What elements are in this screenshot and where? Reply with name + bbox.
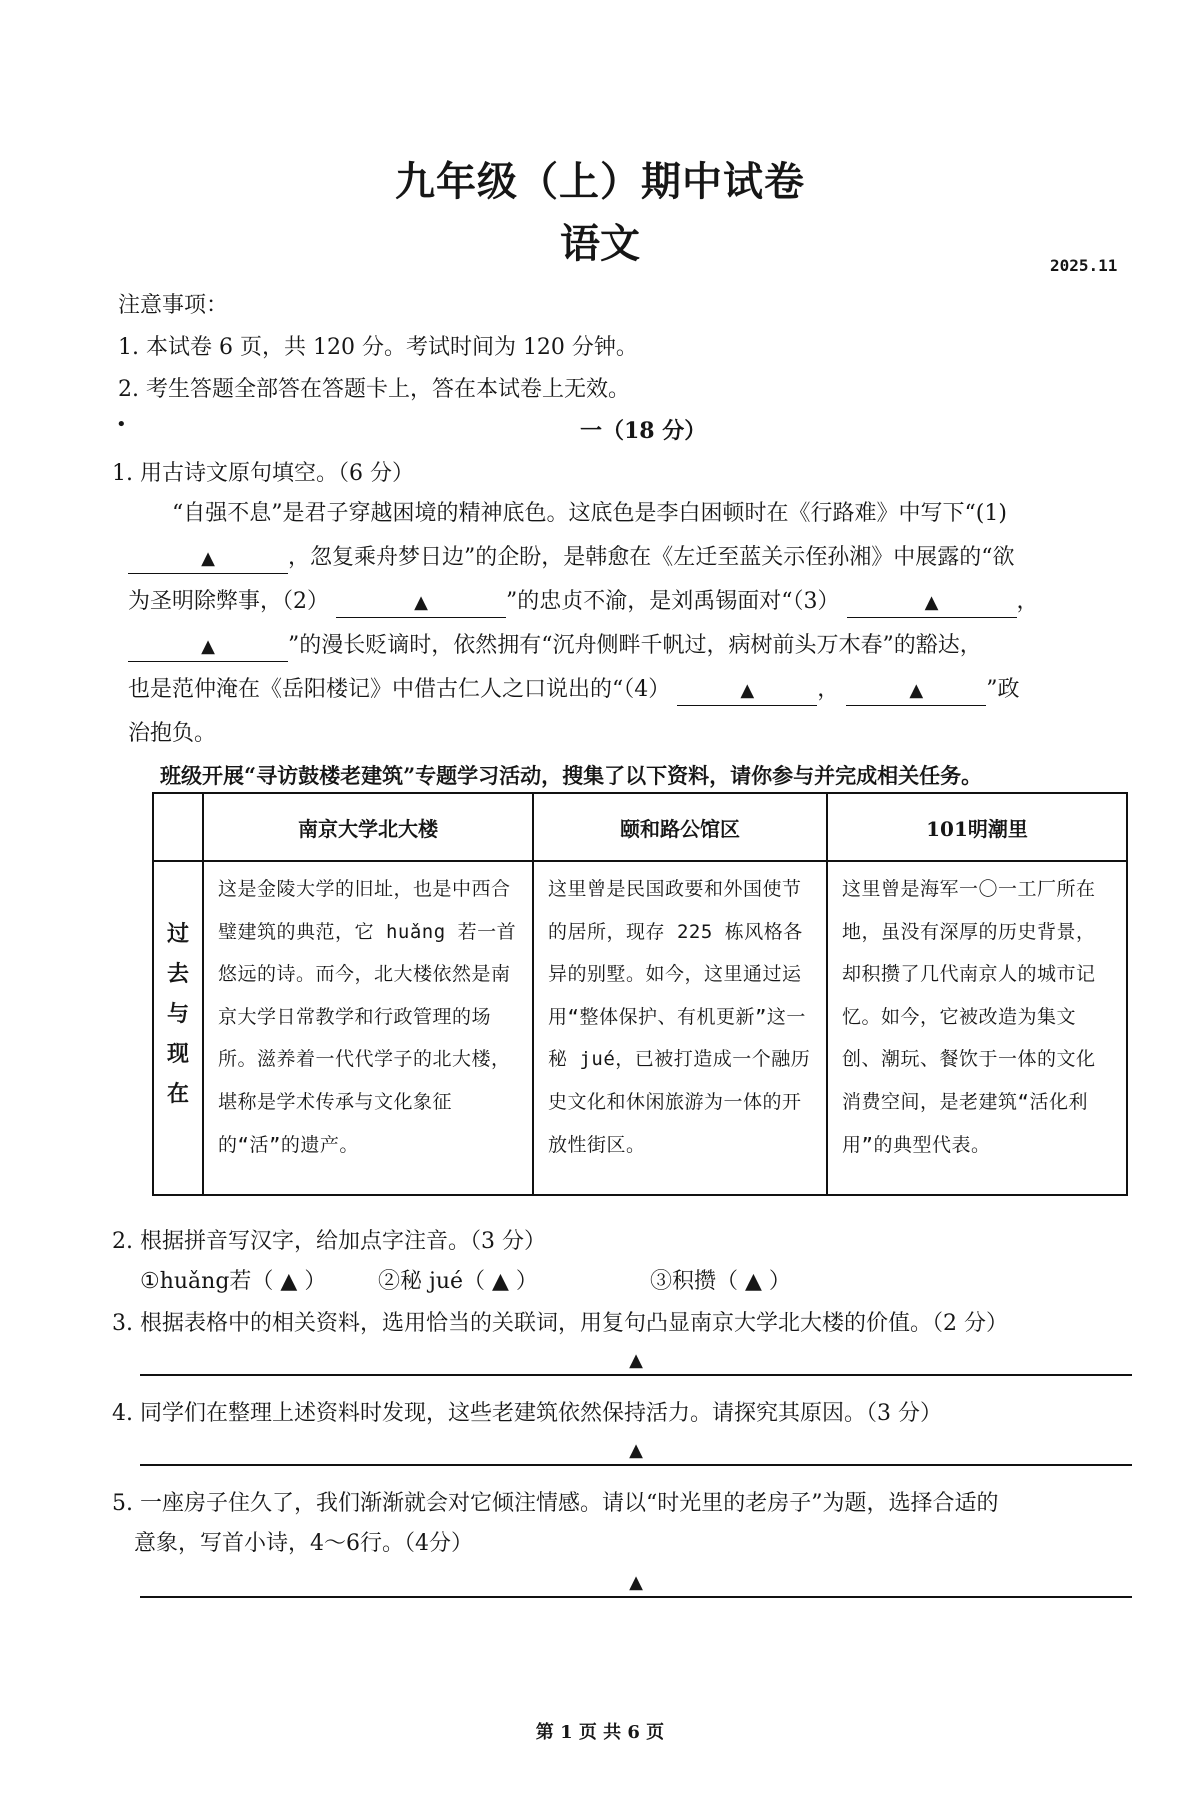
q2-item-2[interactable]: ②秘 jué（ ▲ ） xyxy=(378,1269,538,1294)
material-table xyxy=(152,792,1128,1196)
table-cell: 这里曾是海军一〇一工厂所在地，虽没有深厚的历史背景，却积攒了几代南京人的城市记忆。如今，它被改造为集文创、潮玩、餐饮于一体的文化消费空间，是老建筑“活化利用”的典型代表。 xyxy=(827,861,1127,1195)
table-header-row xyxy=(153,793,1127,861)
q4-answer-line[interactable] xyxy=(140,1436,1132,1466)
blank-4b[interactable] xyxy=(846,675,986,706)
q1-text-2: ，忽复乘舟梦日边”的企盼，是韩愈在《左迁至蓝关示侄孙湘》中展露的“欲 xyxy=(288,545,1015,570)
q1-line-2 xyxy=(128,536,1132,580)
q2-item-3[interactable]: ③积攒（ ▲ ） xyxy=(650,1269,791,1294)
q1-text-4: ”的漫长贬谪时，依然拥有“沉舟侧畔千帆过，病树前头万木春”的豁达， xyxy=(288,633,982,658)
table-row xyxy=(153,861,1127,1195)
blank-marker: ▲ xyxy=(740,680,755,701)
q1-text-3c: ， xyxy=(1016,589,1039,614)
blank-marker: ▲ xyxy=(909,680,924,701)
q1-stem: 1. 用古诗文原句填空。（6 分） xyxy=(112,461,414,486)
q1-text-5c: ”政 xyxy=(986,677,1020,702)
q1-line-1 xyxy=(128,492,1132,536)
q2-stem: 2. 根据拼音写汉字，给加点字注音。（3 分） xyxy=(112,1229,546,1254)
answer-marker: ▲ xyxy=(629,1350,643,1371)
q3-answer-line[interactable] xyxy=(140,1346,1132,1376)
section-heading: 一（18 分） xyxy=(580,418,707,444)
row-head-char: 去 xyxy=(166,961,189,987)
note-item-1: 1. 本试卷 6 页，共 120 分。考试时间为 120 分钟。 xyxy=(118,335,638,360)
exam-date: 2025.11 xyxy=(1050,256,1118,275)
page-number: 第 1 页 共 6 页 xyxy=(535,1722,665,1743)
q1-text-3b: ”的忠贞不渝，是刘禹锡面对“（3） xyxy=(506,589,840,614)
q3-stem: 3. 根据表格中的相关资料，选用恰当的关联词，用复句凸显南京大学北大楼的价值。（2 分） xyxy=(112,1311,1008,1336)
q1-text-3a: 为圣明除弊事，（2） xyxy=(128,589,329,614)
answer-marker: ▲ xyxy=(629,1440,643,1461)
q1-line-6 xyxy=(128,712,1132,756)
table-cell: 这里曾是民国政要和外国使节的居所，现存 225 栋风格各异的别墅。如今，这里通过运用“整体保护、有机更新”这一秘 jué，已被打造成一个融历史文化和休闲旅游为一体的开放性街区。 xyxy=(533,861,827,1195)
row-head-char: 过 xyxy=(166,921,189,947)
q1-line-3 xyxy=(128,580,1132,624)
q4-stem: 4. 同学们在整理上述资料时发现，这些老建筑依然保持活力。请探究其原因。（3 分） xyxy=(112,1401,942,1426)
q1-text-5b: ， xyxy=(817,677,840,702)
row-head-char: 与 xyxy=(166,1001,189,1027)
subject-title: 语文 xyxy=(560,220,640,267)
q1-line-4 xyxy=(128,624,1132,668)
row-header xyxy=(153,861,203,1195)
blank-marker: ▲ xyxy=(924,592,939,613)
table-cell: 这是金陵大学的旧址，也是中西合璧建筑的典范，它 huǎng 若一首悠远的诗。而今，北大楼依然是南京大学日常教学和行政管理的场所。滋养着一代代学子的北大楼，堪称是学术传承与文化象征的“活”的遗产。 xyxy=(203,861,533,1195)
activity-intro: 班级开展“寻访鼓楼老建筑”专题学习活动，搜集了以下资料，请你参与并完成相关任务。 xyxy=(160,763,983,788)
column-header: 颐和路公馆区 xyxy=(533,793,827,861)
q2-item-1[interactable]: ①huǎng若（ ▲ ） xyxy=(140,1269,327,1294)
q5-answer-line[interactable] xyxy=(140,1568,1132,1598)
row-head-char: 在 xyxy=(166,1081,189,1107)
blank-3a[interactable] xyxy=(847,587,1017,618)
blank-2[interactable] xyxy=(336,587,506,618)
blank-4a[interactable] xyxy=(677,675,817,706)
blank-marker: ▲ xyxy=(201,548,215,569)
q5-stem-1: 5. 一座房子住久了，我们渐渐就会对它倾注情感。请以“时光里的老房子”为题，选择合适的 xyxy=(112,1491,999,1516)
exam-title: 九年级（上）期中试卷 xyxy=(395,158,805,205)
blank-3b[interactable] xyxy=(128,631,288,662)
blank-marker: ▲ xyxy=(414,592,428,613)
column-header: 南京大学北大楼 xyxy=(203,793,533,861)
bullet-dot: • xyxy=(116,414,127,435)
q5-stem-2: 意象，写首小诗，4～6行。（4分） xyxy=(134,1531,473,1556)
column-header: 101明潮里 xyxy=(827,793,1127,861)
q1-text-1: “自强不息”是君子穿越困境的精神底色。这底色是李白困顿时在《行路难》中写下“(1) xyxy=(172,501,1007,526)
q1-line-5 xyxy=(128,668,1132,712)
row-head-char: 现 xyxy=(166,1041,189,1067)
note-item-2: 2. 考生答题全部答在答题卡上，答在本试卷上无效。 xyxy=(118,377,630,402)
table-corner xyxy=(153,793,203,861)
blank-marker: ▲ xyxy=(201,636,215,657)
notes-heading: 注意事项： xyxy=(118,293,229,318)
answer-marker: ▲ xyxy=(629,1572,643,1593)
q1-text-5a: 也是范仲淹在《岳阳楼记》中借古仁人之口说出的“（4） xyxy=(128,677,671,702)
q1-text-6: 治抱负。 xyxy=(128,721,217,746)
blank-1a[interactable] xyxy=(128,543,288,574)
